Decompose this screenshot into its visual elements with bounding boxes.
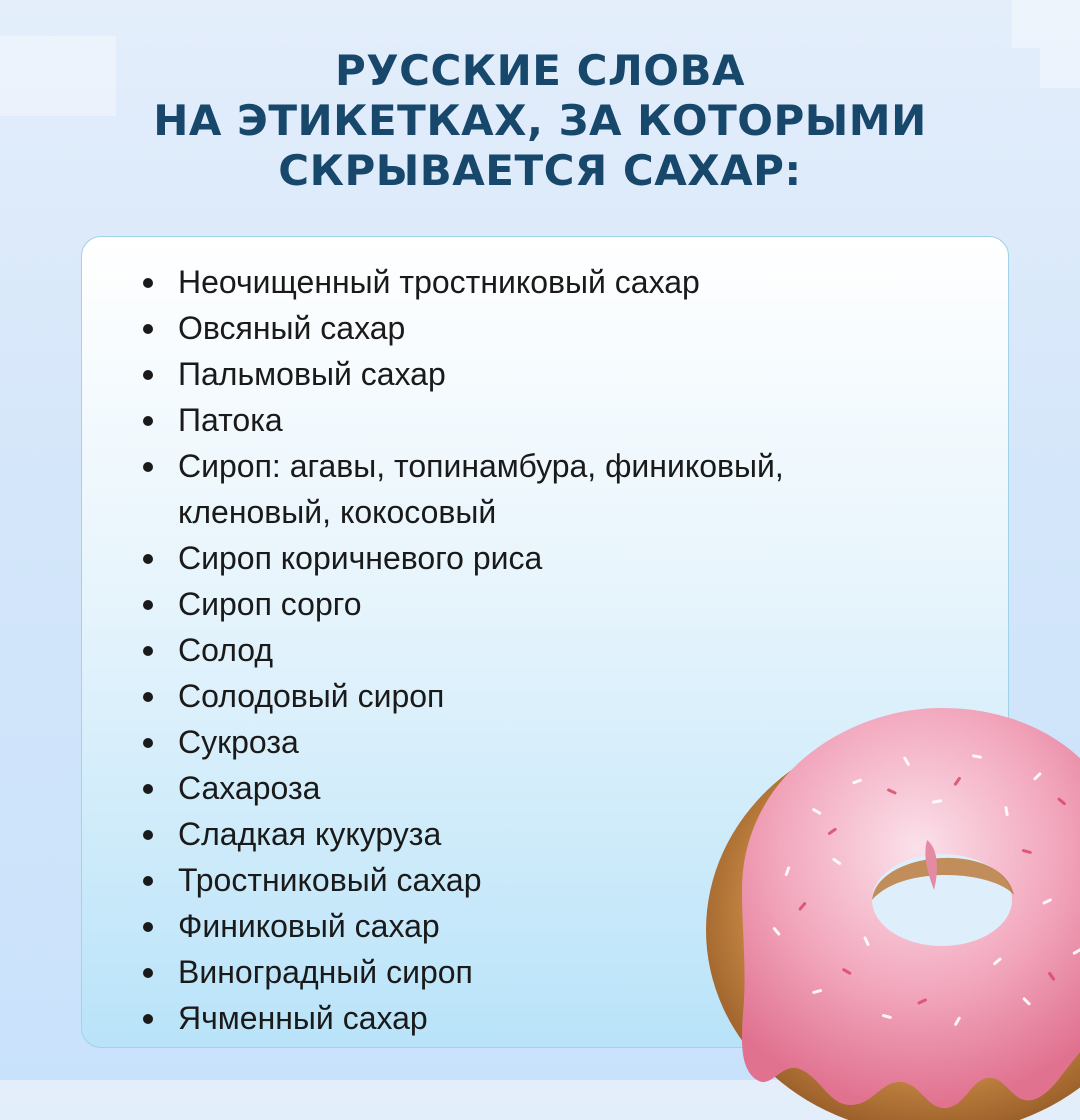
list-item — [82, 627, 878, 673]
bullet-icon — [143, 416, 153, 426]
list-item — [82, 397, 878, 443]
bullet-icon — [143, 738, 153, 748]
bullet-icon — [143, 876, 153, 886]
list-item-text: Сироп коричневого риса — [178, 540, 543, 576]
list-item — [82, 305, 878, 351]
bullet-icon — [143, 278, 153, 288]
list-item — [82, 535, 878, 581]
bullet-icon — [143, 600, 153, 610]
page-title — [0, 46, 1080, 196]
bullet-icon — [143, 324, 153, 334]
bullet-icon — [143, 692, 153, 702]
bullet-icon — [143, 462, 153, 472]
background-decoration — [1012, 0, 1080, 48]
list-item-text: Солодовый сироп — [178, 678, 445, 714]
list-item-text: Сахароза — [178, 770, 321, 806]
bullet-icon — [143, 370, 153, 380]
list-item-text: Сироп: агавы, топинамбура, финиковый, кленовый, кокосовый — [178, 448, 784, 530]
list-item-text: Неочищенный тростниковый сахар — [178, 264, 700, 300]
list-item-text: Финиковый сахар — [178, 908, 440, 944]
list-item-text: Патока — [178, 402, 283, 438]
list-item-text: Виноградный сироп — [178, 954, 473, 990]
bullet-icon — [143, 968, 153, 978]
list-item-text: Сукроза — [178, 724, 299, 760]
list-item — [82, 443, 878, 535]
bullet-icon — [143, 784, 153, 794]
title-line: РУССКИЕ СЛОВА — [334, 46, 746, 95]
bullet-icon — [143, 554, 153, 564]
list-item-text: Овсяный сахар — [178, 310, 406, 346]
list-item-text: Сироп сорго — [178, 586, 362, 622]
list-item-text: Тростниковый сахар — [178, 862, 482, 898]
bullet-icon — [143, 830, 153, 840]
list-item — [82, 581, 878, 627]
bullet-icon — [143, 922, 153, 932]
list-item — [82, 259, 878, 305]
bullet-icon — [143, 646, 153, 656]
title-line: НА ЭТИКЕТКАХ, ЗА КОТОРЫМИ — [153, 96, 927, 145]
list-item-text: Солод — [178, 632, 273, 668]
list-item-text: Пальмовый сахар — [178, 356, 446, 392]
donut-illustration — [702, 700, 1080, 1120]
bullet-icon — [143, 1014, 153, 1024]
title-line: СКРЫВАЕТСЯ САХАР: — [278, 146, 802, 195]
list-item-text: Ячменный сахар — [178, 1000, 428, 1036]
list-item — [82, 351, 878, 397]
list-item-text: Сладкая кукуруза — [178, 816, 442, 852]
